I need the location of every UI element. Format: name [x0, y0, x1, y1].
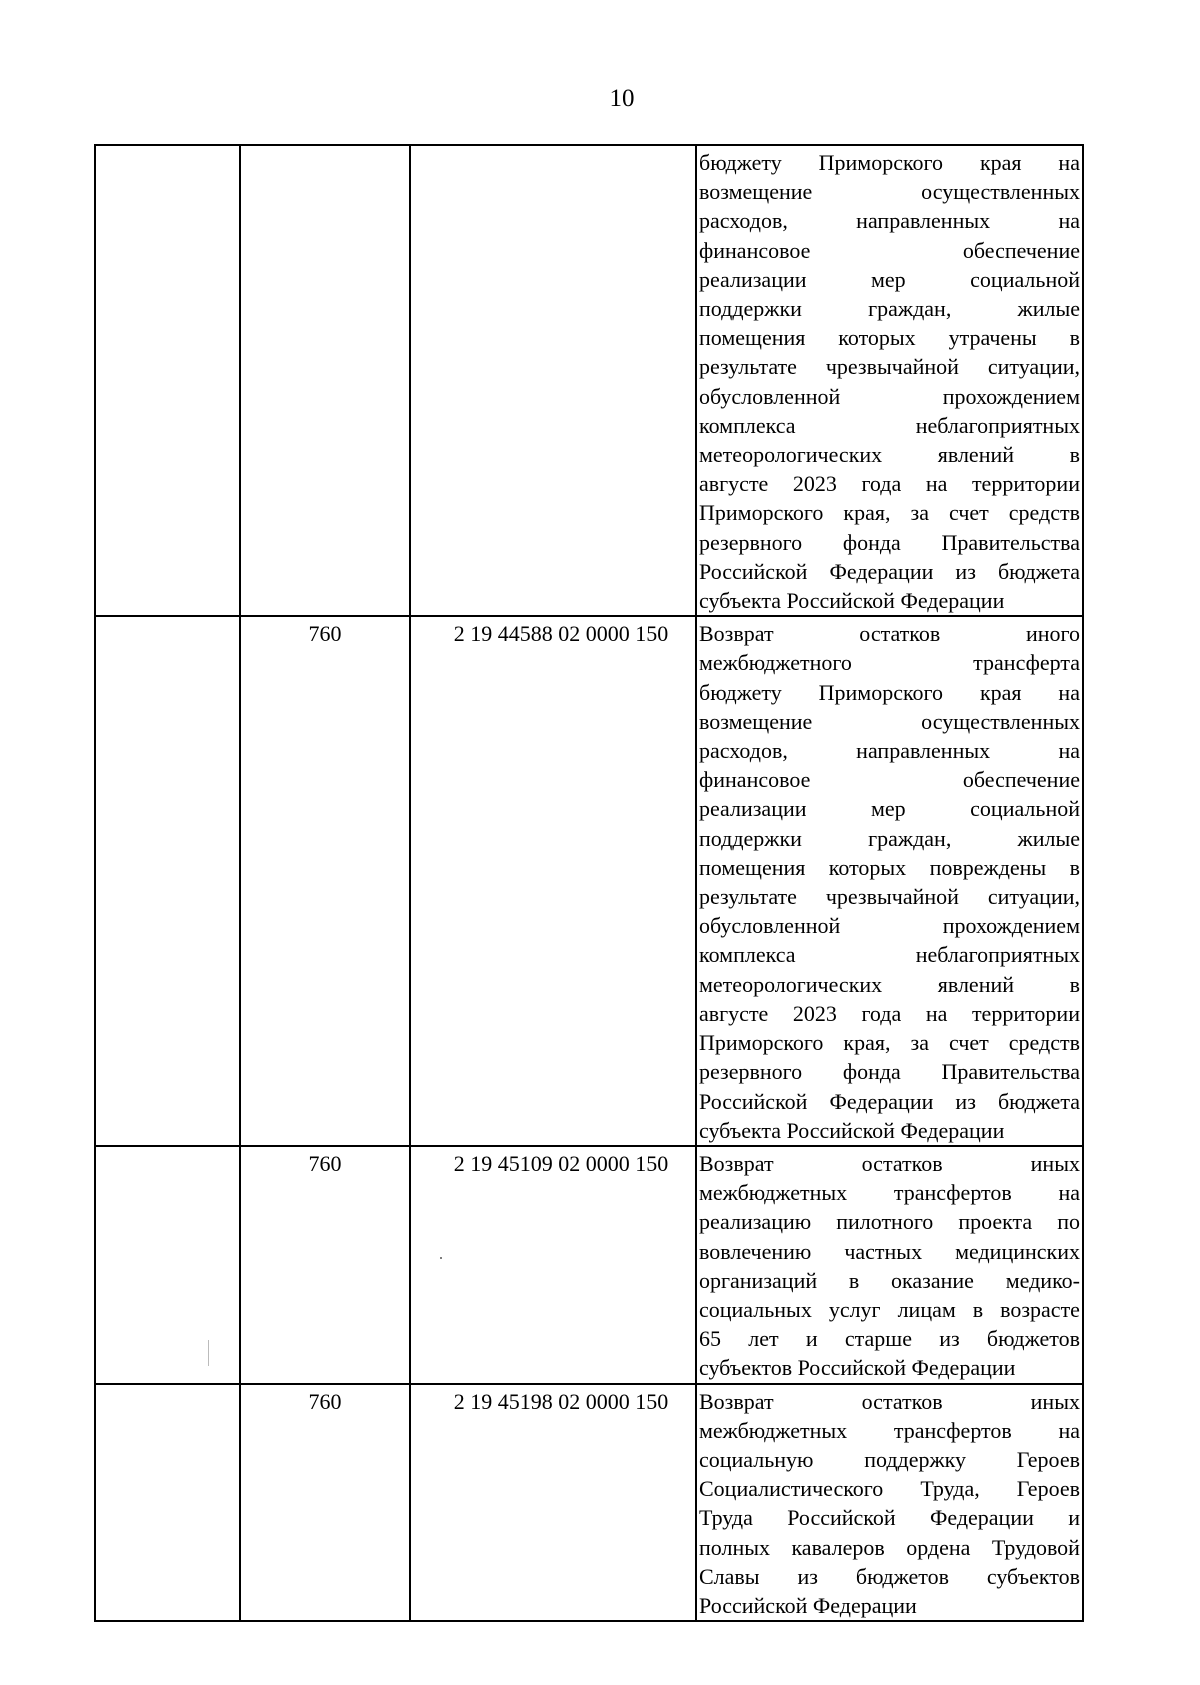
description-line [699, 411, 1080, 440]
description-line-words: финансовое обеспечение [699, 237, 1080, 263]
description-line-words: августе 2023 года на территории [699, 1000, 1080, 1026]
description-line-words: результате чрезвычайной ситуации, [699, 354, 1080, 380]
description-line-words: межбюджетных трансфертов на [699, 1180, 1080, 1206]
description-line-words: возмещение осуществленных [699, 179, 1080, 205]
description-line-words: Приморского края, за счет средств [699, 500, 1080, 526]
description-line-words: реализацию пилотного проекта по [699, 1209, 1080, 1235]
description-line-words: возмещение осуществленных [699, 708, 1080, 734]
description-line [699, 1474, 1080, 1503]
description-line [699, 1057, 1080, 1086]
description-line [699, 469, 1080, 498]
page-number: 10 [609, 85, 635, 112]
description-line [699, 294, 1080, 323]
description-line: субъектов Российской Федерации [699, 1355, 1016, 1381]
description-line [699, 1149, 1080, 1178]
description-line-words: комплекса неблагоприятных [699, 942, 1080, 968]
cell-empty [95, 1384, 240, 1622]
cell-empty [95, 616, 240, 1146]
cell-budget-classification-code: 2 19 45198 02 0000 150 [410, 1384, 696, 1622]
description-line [699, 765, 1080, 794]
description-line-words: резервного фонда Правительства [699, 1059, 1080, 1085]
description-line-words: резервного фонда Правительства [699, 529, 1080, 555]
table-body [95, 145, 1083, 1621]
description-line-words: помещения которых утрачены в [699, 325, 1080, 351]
cell-description [696, 616, 1083, 1146]
description-line-words: Возврат остатков иных [699, 1388, 1080, 1414]
description-line-words: Российской Федерации из бюджета [699, 1088, 1080, 1114]
description-line-words: бюджету Приморского края на [699, 679, 1080, 705]
description-line-words: помещения которых повреждены в [699, 854, 1080, 880]
description-line [699, 794, 1080, 823]
description-line [699, 1562, 1080, 1591]
cell-budget-classification-code: 2 19 44588 02 0000 150 [410, 616, 696, 1146]
description-line [699, 824, 1080, 853]
description-line [699, 1178, 1080, 1207]
description-line: субъекта Российской Федерации [699, 588, 1005, 614]
description-line-words: межбюджетного трансферта [699, 650, 1080, 676]
description-line-words: Российской Федерации из бюджета [699, 558, 1080, 584]
description-line [699, 853, 1080, 882]
description-line-words: бюджету Приморского края на [699, 150, 1080, 175]
description-line [699, 1445, 1080, 1474]
description-line [699, 707, 1080, 736]
description-line [699, 177, 1080, 206]
description-line [699, 1237, 1080, 1266]
cell-empty [95, 145, 240, 616]
description-line [699, 940, 1080, 969]
scan-artifact-dot [440, 1257, 442, 1259]
cell-description [696, 1146, 1083, 1384]
description-line [699, 970, 1080, 999]
description-line [699, 498, 1080, 527]
description-line-words: поддержки граждан, жилые [699, 825, 1080, 851]
table-row [95, 1146, 1083, 1384]
description-line-words: результате чрезвычайной ситуации, [699, 884, 1080, 910]
description-line-words: Приморского края, за счет средств [699, 1030, 1080, 1056]
description-line [699, 1295, 1080, 1324]
description-line [699, 619, 1080, 648]
description-line [699, 265, 1080, 294]
cell-admin-code: 760 [240, 1384, 410, 1622]
cell-admin-code: 760 [240, 616, 410, 1146]
description-line: субъекта Российской Федерации [699, 1117, 1005, 1143]
description-line [699, 1087, 1080, 1116]
table-row [95, 1384, 1083, 1622]
description-line [699, 911, 1080, 940]
description-line [699, 1266, 1080, 1295]
description-line [699, 1028, 1080, 1057]
cell-empty [95, 1146, 240, 1384]
description-line-words: Труда Российской Федерации и [699, 1505, 1080, 1531]
budget-code-table [94, 144, 1084, 1622]
cell-admin-code: 760 [240, 1146, 410, 1384]
description-line [699, 648, 1080, 677]
description-line [699, 352, 1080, 381]
cell-budget-classification-code: 2 19 45109 02 0000 150 [410, 1146, 696, 1384]
description-line-words: Социалистического Труда, Героев [699, 1476, 1080, 1502]
description-line-words: финансовое обеспечение [699, 767, 1080, 793]
description-line [699, 440, 1080, 469]
description-line-words: комплекса неблагоприятных [699, 412, 1080, 438]
cell-description [696, 145, 1083, 616]
description-line-words: реализации мер социальной [699, 796, 1080, 822]
description-line-words: организаций в оказание медико- [699, 1267, 1080, 1293]
description-line [699, 1324, 1080, 1353]
description-line [699, 148, 1080, 177]
cell-description [696, 1384, 1083, 1622]
description-line-words: межбюджетных трансфертов на [699, 1417, 1080, 1443]
description-line-words: метеорологических явлений в [699, 971, 1080, 997]
table-row [95, 145, 1083, 616]
description-line-words: расходов, направленных на [699, 208, 1080, 234]
description-line [699, 1207, 1080, 1236]
description-line [699, 236, 1080, 265]
description-line-words: социальных услуг лицам в возрасте [699, 1296, 1080, 1322]
description-line-words: Возврат остатков иных [699, 1150, 1080, 1176]
description-line-words: вовлечению частных медицинских [699, 1238, 1080, 1264]
description-line [699, 323, 1080, 352]
description-line [699, 678, 1080, 707]
description-line [699, 1387, 1080, 1416]
description-line [699, 1533, 1080, 1562]
description-line [699, 999, 1080, 1028]
description-line-words: поддержки граждан, жилые [699, 296, 1080, 322]
description-line-words: Славы из бюджетов субъектов [699, 1563, 1080, 1589]
description-line [699, 736, 1080, 765]
description-line-words: расходов, направленных на [699, 738, 1080, 764]
description-line [699, 882, 1080, 911]
description-line [699, 528, 1080, 557]
description-line [699, 557, 1080, 586]
description-line-words: 65 лет и старше из бюджетов [699, 1326, 1080, 1352]
description-line-words: августе 2023 года на территории [699, 471, 1080, 497]
description-line-words: реализации мер социальной [699, 266, 1080, 292]
table-row [95, 616, 1083, 1146]
description-line-words: обусловленной прохождением [699, 383, 1080, 409]
description-line-words: полных кавалеров ордена Трудовой [699, 1534, 1080, 1560]
cell-budget-classification-code [410, 145, 696, 616]
description-line [699, 1503, 1080, 1532]
cell-admin-code [240, 145, 410, 616]
description-line [699, 1416, 1080, 1445]
description-line-words: социальную поддержку Героев [699, 1446, 1080, 1472]
description-line-words: метеорологических явлений в [699, 442, 1080, 468]
scan-artifact-mark [208, 1340, 209, 1366]
description-line [699, 206, 1080, 235]
description-line-words: обусловленной прохождением [699, 913, 1080, 939]
description-line [699, 382, 1080, 411]
description-line: Российской Федерации [699, 1592, 917, 1618]
description-line-words: Возврат остатков иного [699, 621, 1080, 647]
